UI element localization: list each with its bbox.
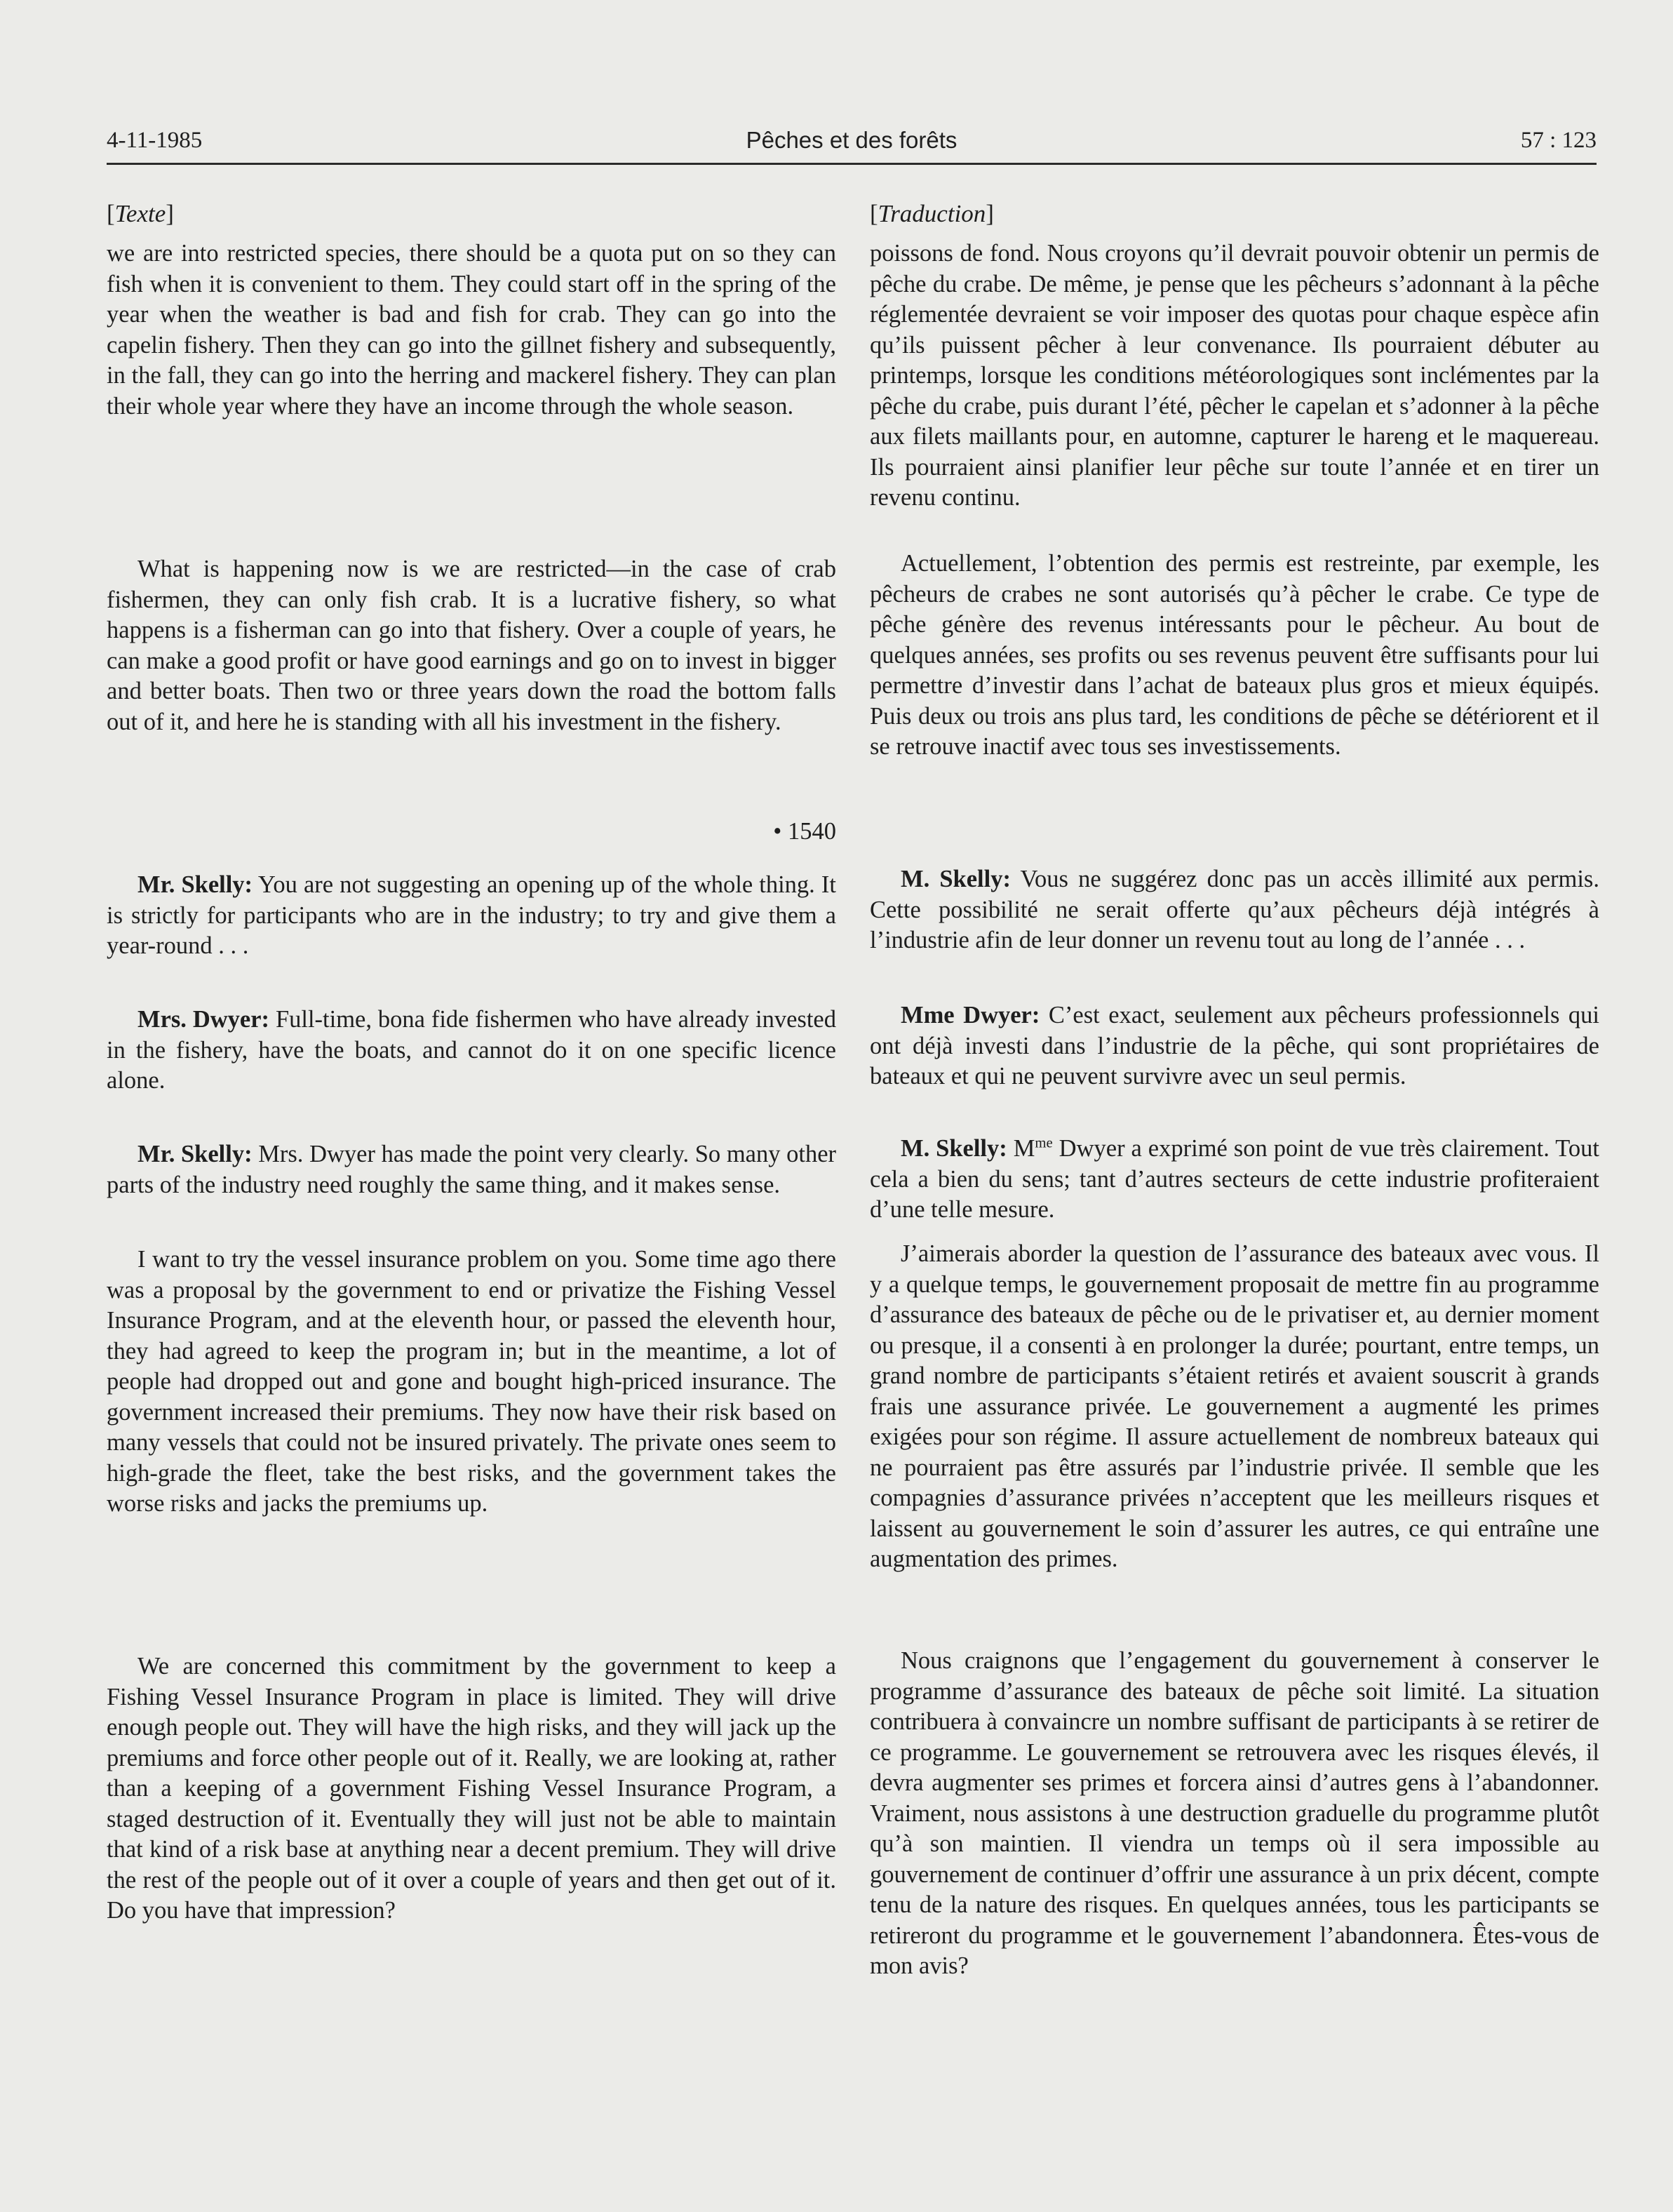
fr-paragraph-1: poissons de fond. Nous croyons qu’il devrait pouvoir obtenir un permis de pêche du crabe. De même, je pense que les pêcheurs s’adonnant à la pêche réglementée devraient se voir imposer des quotas pour chaque espèce afin qu’ils puissent pêcher à leur convenance. Ils pourraient débuter au printemps, lorsque les conditions météorologiques sont inclémentes par la pêche du crabe, puis durant l’été, pêcher le capelan et s’adonner à la pêche aux filets maillants pour, en automne, capturer le hareng et le maquereau. Ils pourraient ainsi planifier leur pêche sur toute l’année et en tirer un revenu continu. bbox=[870, 240, 1599, 511]
text-tag: [Texte] bbox=[107, 200, 174, 227]
en-paragraph-7: We are concerned this commitment by the government to keep a Fishing Vessel Insurance Program in place is limited. They will drive enough people out. They will have the high risks, and they will jack up the premiums and force other people out of it. Really, we are looking at, rather than a keeping of a government Fishing Vessel Insurance Program, a staged destruction of it. Eventually they will just not be able to maintain that kind of a risk base at anything near a decent premium. They will drive the rest of the people out of it over a couple of years and then get out of it. Do you have that impression? bbox=[107, 1653, 836, 1924]
translation-tag: [Traduction] bbox=[870, 200, 994, 227]
speaker-name: Mr. Skelly: bbox=[137, 871, 253, 898]
page-header bbox=[107, 123, 1597, 165]
english-column bbox=[107, 198, 836, 1924]
speaker-name: M. Skelly: bbox=[901, 866, 1011, 892]
en-paragraph-skelly-1: Mr. Skelly: You are not suggesting an opening up of the whole thing. It is strictly for participants who are in the industry; to try and give them a year-round . . . bbox=[107, 871, 836, 959]
fr-paragraph-skelly-2: M. Skelly: $M^{me}$ Dwyer a exprimé son point de vue très clairement. Tout cela a bien du sens; tant d’autres secteurs de cette industrie profiteraient d’une telle mesure. bbox=[870, 1135, 1599, 1223]
header-date: 4-11-1985 bbox=[107, 128, 203, 153]
fr-paragraph-7: Nous craignons que l’engagement du gouvernement à conserver le programme d’assurance des bateaux de pêche soit limité. La situation contribuera à convaincre un nombre suffisant de participants à se retirer de ce programme. Le gouvernement se retrouvera avec les risques élevés, il devra augmenter ses primes et forcera ainsi d’autres gens à l’abandonner. Vraiment, nous assistons à une destruction graduelle du programme plutôt qu’à son maintien. Il viendra un temps où il sera impossible au gouvernement de continuer d’offrir une assurance à un prix décent, compte tenu de la nature des risques. En quelques années, tous les participants se retireront du programme et le gouvernement l’abandonnera. Êtes-vous de mon avis? bbox=[870, 1647, 1599, 1979]
speaker-name: M. Skelly: bbox=[901, 1135, 1007, 1162]
header-title: Pêches et des forêts bbox=[746, 127, 958, 153]
fr-paragraph-6: J’aimerais aborder la question de l’assurance des bateaux avec vous. Il y a quelque temps, le gouvernement proposait de mettre fin au programme d’assurance des bateaux de pêche ou de le privatiser et, au dernier moment ou presque, il a consenti à en prolonger la durée; pourtant, entre temps, un grand nombre de participants s’étaient retirés et avaient souscrit à grands frais une assurance privée. Le gouvernement a augmenté les primes exigées pour son régime. Il assure actuellement de nombreux bateaux qui ne pourraient pas être assurés par l’industrie privée. Il semble que les compagnies d’assurance privées n’acceptent que les meilleurs risques et laissent au gouvernement le soin d’assurer les autres, ce qui entraîne une augmentation des primes. bbox=[870, 1240, 1599, 1572]
speaker-name: Mme Dwyer: bbox=[901, 1002, 1040, 1028]
header-page-number: 57 : 123 bbox=[1520, 128, 1597, 153]
fr-paragraph-skelly-1: M. Skelly: Vous ne suggérez donc pas un accès illimité aux permis. Cette possibilité ne serait offerte qu’aux pêcheurs déjà intégrés à l’industrie afin de leur donner un revenu tout au long de l’année . . . bbox=[870, 866, 1599, 953]
en-paragraph-6: I want to try the vessel insurance problem on you. Some time ago there was a proposal by the government to end or privatize the Fishing Vessel Insurance Program, and at the eleventh hour, or passed the eleventh hour, they had agreed to keep the program in; but in the meantime, a lot of people had dropped out and gone and bought high-priced insurance. The government increased their premiums. They now have their risk based on many vessels that could not be insured privately. The private ones seem to high-grade the fleet, take the best risks, and the government takes the worse risks and jacks the premiums up. bbox=[107, 1246, 836, 1517]
time-marker: • 1540 bbox=[773, 818, 836, 845]
en-paragraph-1: we are into restricted species, there should be a quota put on so they can fish when it is convenient to them. They could start off in the spring of the year when the weather is bad and fish for crab. They can go into the capelin fishery. Then they can go into the gillnet fishery and subsequently, in the fall, they can go into the herring and mackerel fishery. They can plan their whole year where they have an income through the whole season. bbox=[107, 240, 836, 420]
french-column bbox=[870, 198, 1599, 1979]
fr-paragraph-2: Actuellement, l’obtention des permis est restreinte, par exemple, les pêcheurs de crabes ne sont autorisés qu’à pêcher le crabe. Ce type de pêche génère des revenus intéressants pour le pêcheur. Au bout de quelques années, ses profits ou ses revenus peuvent être suffisants pour lui permettre d’investir dans l’achat de bateaux plus gros et mieux équipés. Puis deux ou trois ans plus tard, les conditions de pêche se détériorent et il se retrouve inactif avec tous ses investissements. bbox=[870, 550, 1599, 760]
fr-paragraph-dwyer-1: Mme Dwyer: C’est exact, seulement aux pêcheurs professionnels qui ont déjà investi dans l’industrie de la pêche, qui sont propriétaires de bateaux et qui ne peuvent survivre avec un seul permis. bbox=[870, 1002, 1599, 1090]
en-paragraph-skelly-2: Mr. Skelly: Mrs. Dwyer has made the point very clearly. So many other parts of the industry need roughly the same thing, and it makes sense. bbox=[107, 1141, 836, 1198]
speaker-name: Mrs. Dwyer: bbox=[137, 1006, 270, 1033]
en-paragraph-dwyer-1: Mrs. Dwyer: Full-time, bona fide fishermen who have already invested in the fishery, have the boats, and cannot do it on one specific licence alone. bbox=[107, 1006, 836, 1094]
en-paragraph-2: What is happening now is we are restricted—in the case of crab fishermen, they can only fish crab. It is a lucrative fishery, so what happens is a fisherman can go into that fishery. Over a couple of years, he can make a good profit or have good earnings and go on to invest in bigger and better boats. Then two or three years down the road the bottom falls out of it, and here he is standing with all his investment in the fishery. bbox=[107, 556, 836, 735]
speaker-name: Mr. Skelly: bbox=[137, 1141, 253, 1167]
